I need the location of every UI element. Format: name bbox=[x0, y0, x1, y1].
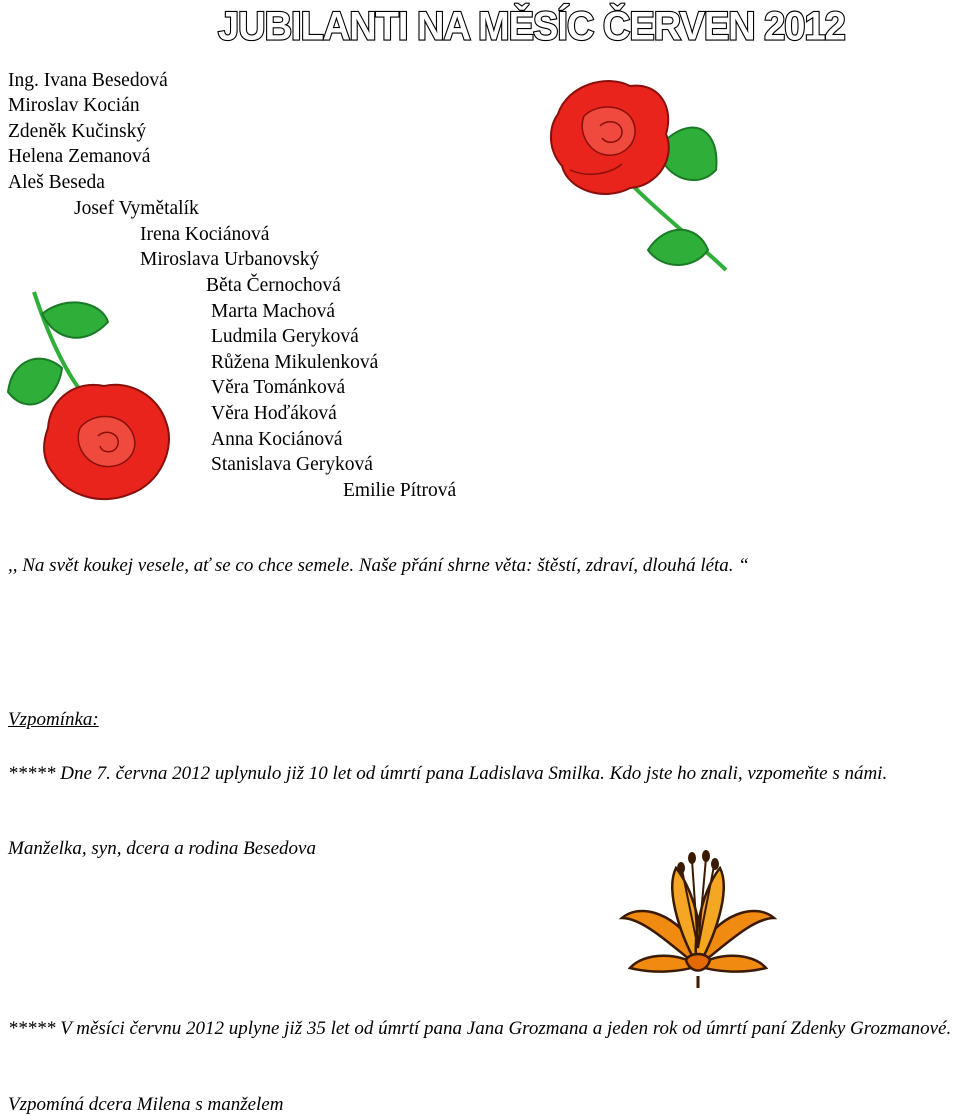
jubilant-name: Běta Černochová bbox=[206, 275, 341, 296]
jubilant-name: Stanislava Geryková bbox=[211, 454, 373, 475]
rose-icon bbox=[6, 288, 176, 508]
memorial-text: ***** V měsíci červnu 2012 uplyne již 35 let od úmrtí pana Jana Grozmana a jeden rok od úmrtí paní Zdenky Grozmanové. bbox=[8, 1018, 952, 1039]
memorial-signature: Manželka, syn, dcera a rodina Besedova bbox=[8, 838, 316, 859]
jubilant-name: Josef Vymětalík bbox=[74, 198, 199, 219]
jubilant-name: Miroslav Kocián bbox=[8, 95, 140, 116]
jubilant-name: Ludmila Geryková bbox=[211, 326, 359, 347]
lily-icon bbox=[614, 848, 782, 988]
memorial-heading: Vzpomínka: bbox=[8, 709, 99, 730]
jubilant-name: Miroslava Urbanovský bbox=[140, 249, 320, 270]
jubilant-name: Emilie Pítrová bbox=[343, 480, 457, 501]
jubilant-name: Marta Machová bbox=[211, 301, 335, 322]
jubilant-name: Růžena Mikulenková bbox=[211, 352, 379, 373]
rose-icon bbox=[548, 74, 734, 278]
jubilant-name: Aleš Beseda bbox=[8, 172, 105, 193]
jubilant-name: Zdeněk Kučinský bbox=[8, 121, 147, 142]
jubilant-name: Věra Tománková bbox=[211, 377, 346, 398]
wish-quote: ,, Na svět koukej vesele, ať se co chce semele. Naše přání shrne věta: štěstí, zdraví, dlouhá léta. “ bbox=[8, 555, 749, 576]
memorial-signature: Vzpomíná dcera Milena s manželem bbox=[8, 1094, 284, 1115]
jubilant-name: Anna Kociánová bbox=[211, 429, 343, 450]
memorial-text: ***** Dne 7. června 2012 uplynulo již 10 let od úmrtí pana Ladislava Smilka. Kdo jste ho znali, vzpomeňte s námi. bbox=[8, 763, 888, 784]
jubilant-name: Helena Zemanová bbox=[8, 146, 151, 167]
jubilant-name: Věra Hoďáková bbox=[211, 403, 337, 424]
page-title: JUBILANTI NA MĚSÍC ČERVEN 2012 bbox=[218, 5, 845, 50]
jubilant-name: Irena Kociánová bbox=[140, 224, 270, 245]
jubilant-name: Ing. Ivana Besedová bbox=[8, 70, 168, 91]
